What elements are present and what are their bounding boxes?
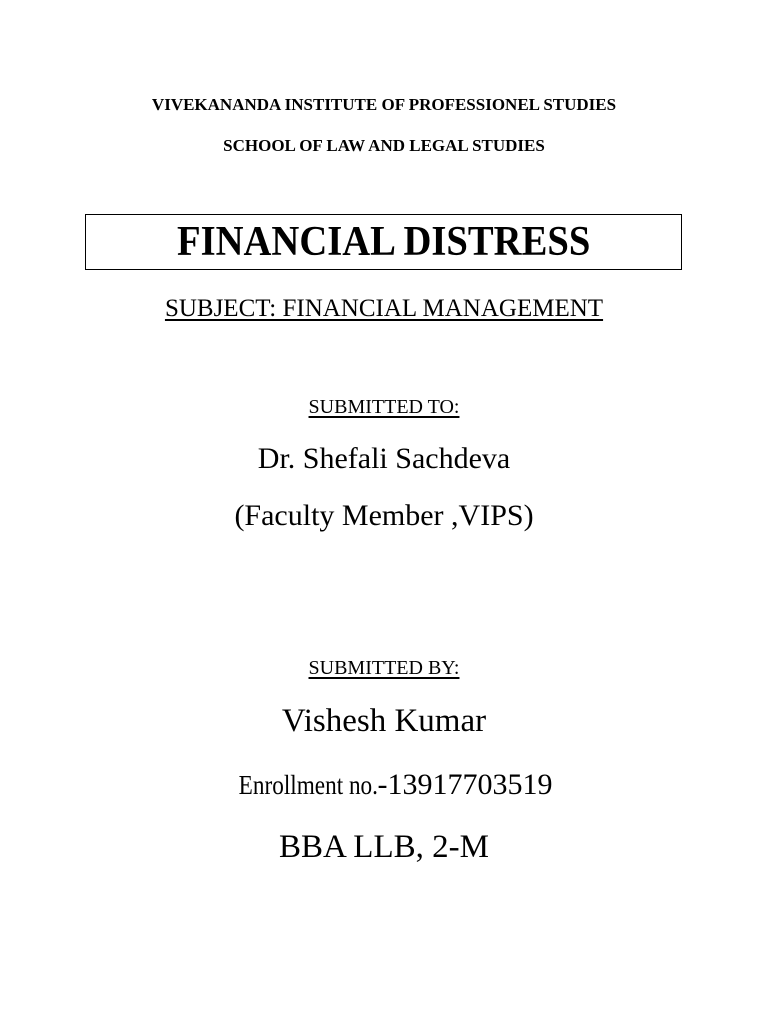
program-line: BBA LLB, 2-M [279,829,489,865]
subject-line: SUBJECT: FINANCIAL MANAGEMENT [164,295,604,322]
submitted-to-designation: (Faculty Member ,VIPS) [234,499,534,532]
student-name: Vishesh Kumar [281,703,487,739]
submitted-to-name: Dr. Shefali Sachdeva [257,442,511,475]
title-box [85,214,682,270]
enrollment-line [0,770,768,800]
submitted-by-label: SUBMITTED BY: [308,657,460,679]
school-name: SCHOOL OF LAW AND LEGAL STUDIES [223,136,545,155]
document-title: FINANCIAL DISTRESS [176,219,591,265]
enrollment-number: -13917703519 [377,768,553,801]
institute-name: VIVEKANANDA INSTITUTE OF PROFESSIONEL STUDIES [151,95,617,114]
enrollment-label: Enrollment no. [238,770,378,800]
submitted-to-label: SUBMITTED TO: [308,396,460,418]
